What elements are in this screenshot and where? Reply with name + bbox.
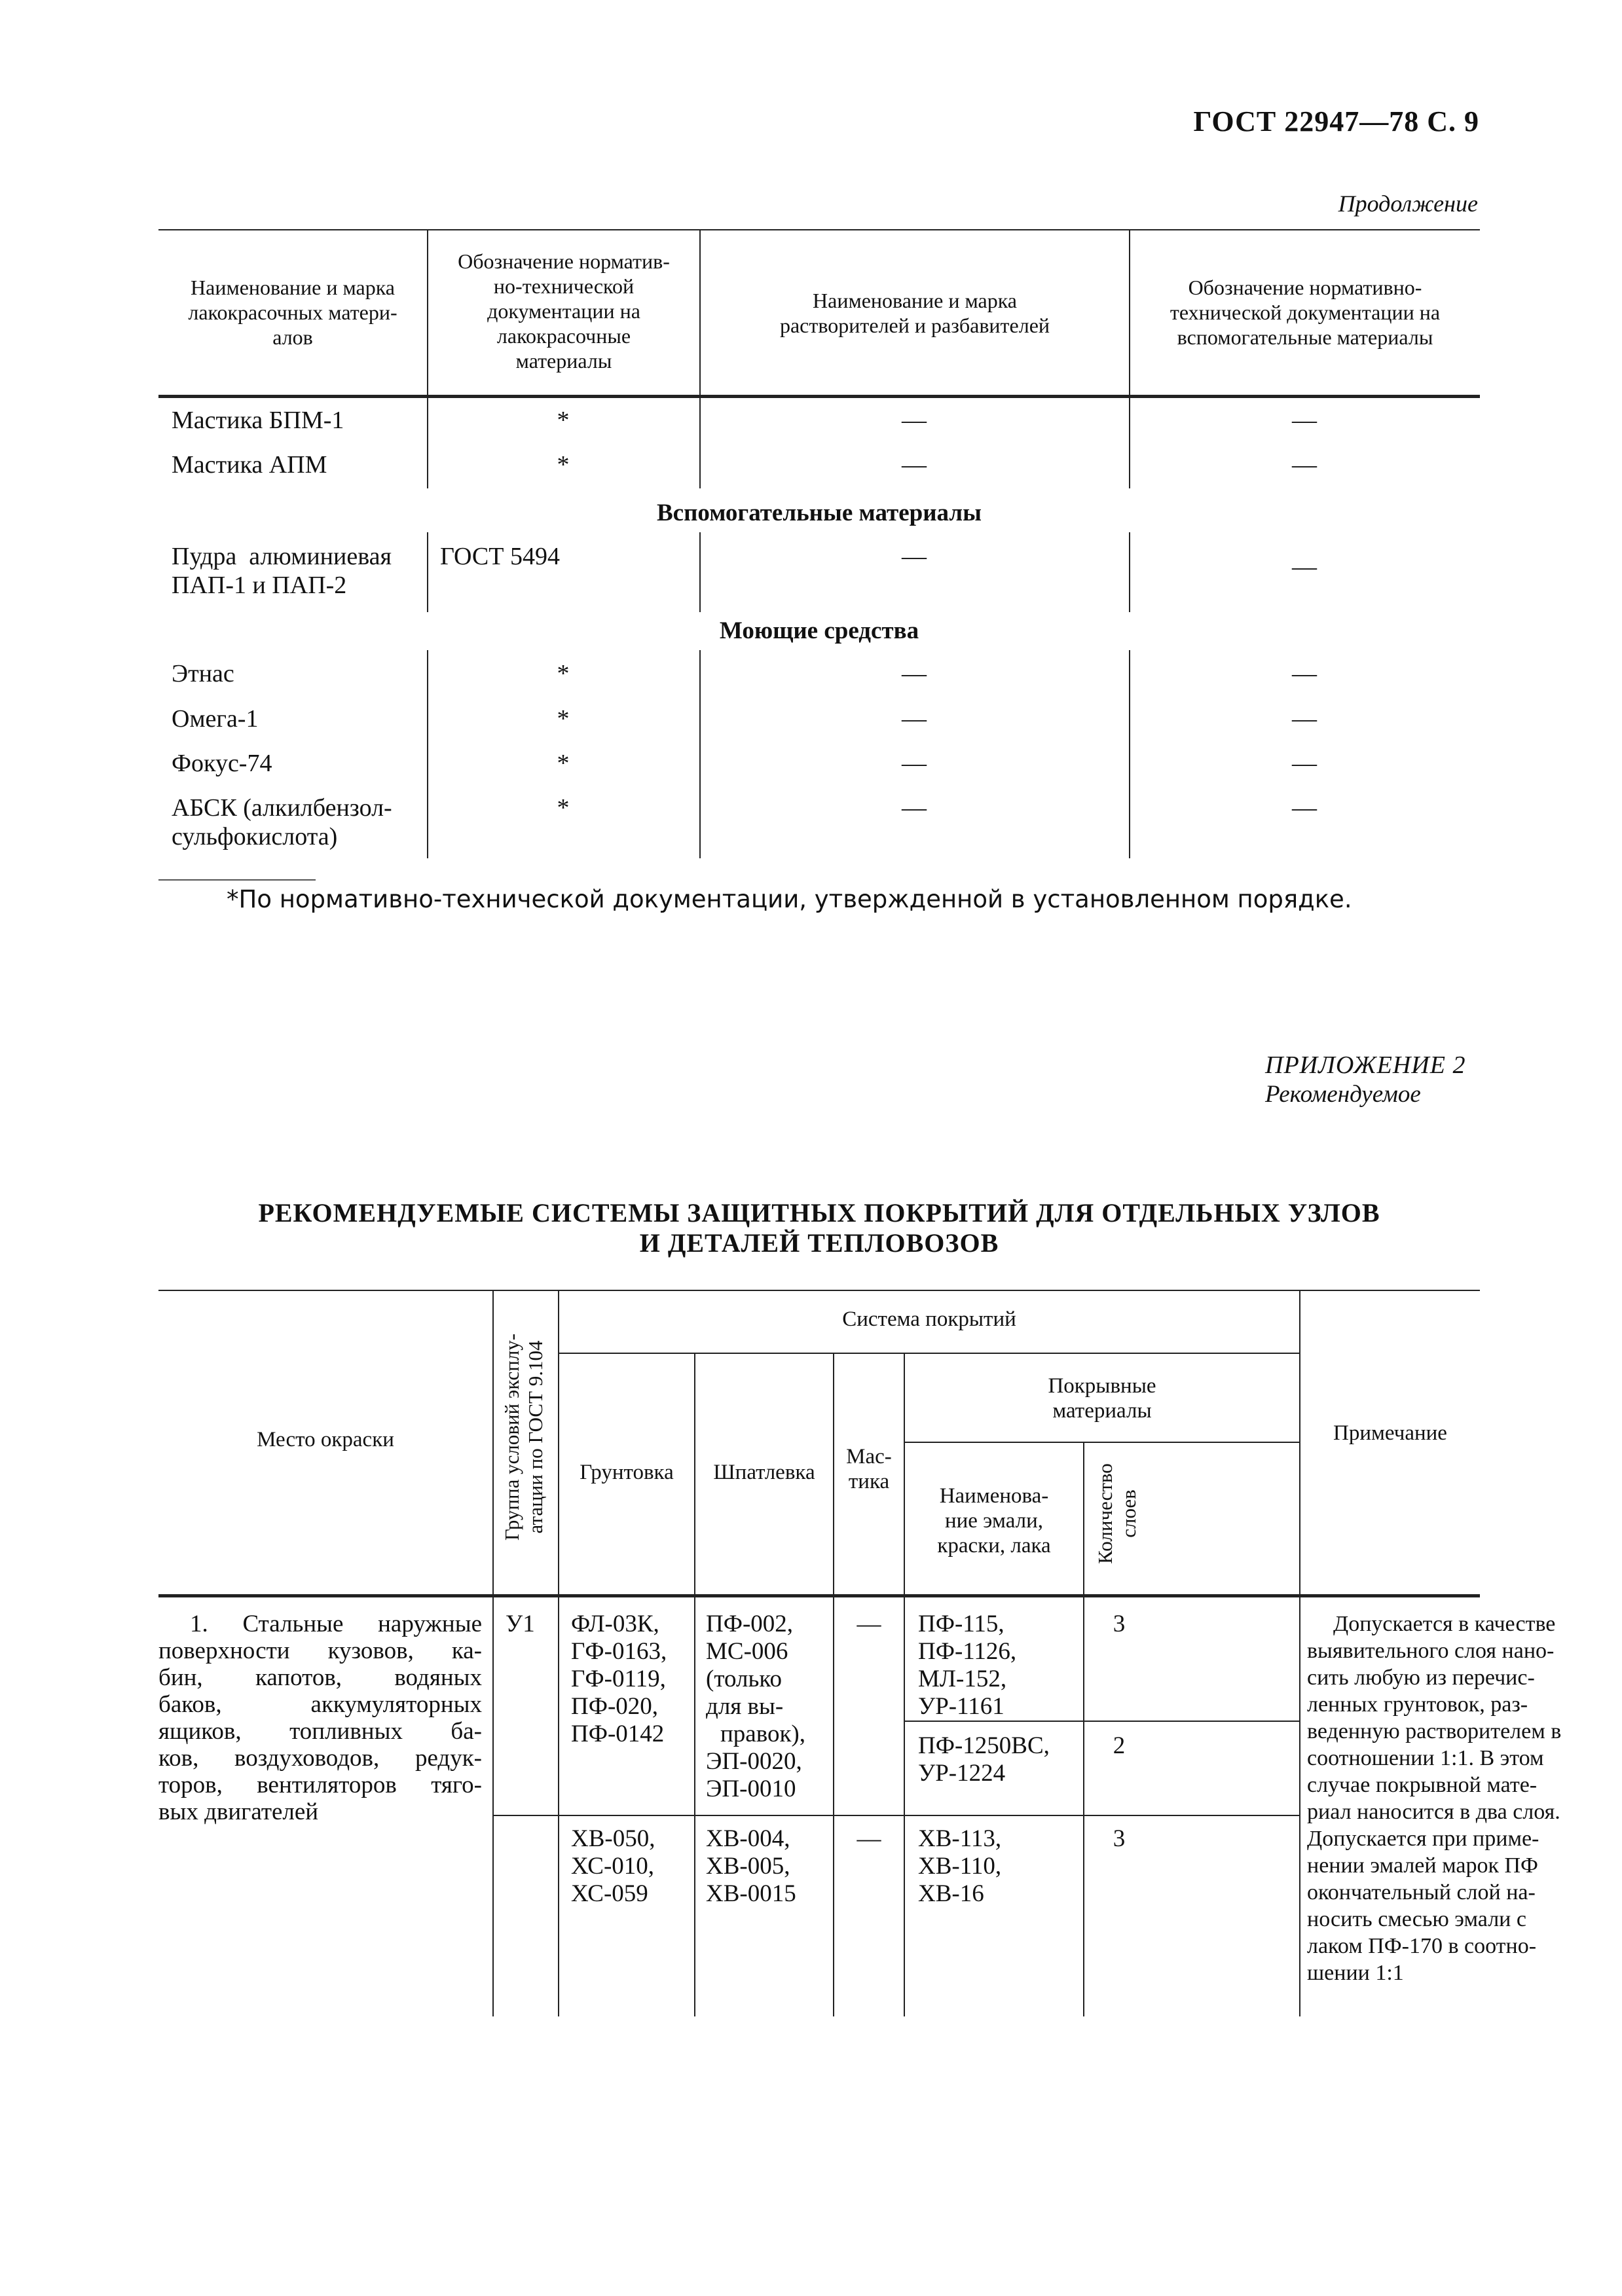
group-cell: У1 bbox=[506, 1611, 535, 1637]
table-row: Пудра алюминиевая ПАП-1 и ПАП-2 bbox=[172, 543, 392, 599]
note-cell: Допускается в качестве выявительного слоя нано- сить любую из перечис- ленных грунтовок, раз- веденную растворителем в соотношении 1:1. В этом случае покрывной мате- риал наносится в два слоя. Допускается при приме- нении эмалей марок ПФ окончательный слой на- носить смесью эмали с лаком ПФ-170 в соотно- шении 1:1 bbox=[1307, 1612, 1562, 1985]
col-header-primer: Грунтовка bbox=[580, 1461, 674, 1484]
primer-cell: ХВ-050, ХС-010, ХС-059 bbox=[571, 1825, 655, 1907]
table-row: Этнас bbox=[172, 660, 234, 687]
aux-cell: — bbox=[1292, 451, 1317, 479]
doc-cell: * bbox=[557, 407, 570, 434]
putty-cell: ПФ-002, МС-006 (только для вы- правок), ЭП-0020, ЭП-0010 bbox=[706, 1611, 805, 1802]
solvent-cell: — bbox=[902, 705, 927, 733]
aux-cell: — bbox=[1292, 705, 1317, 733]
col-header-cover-name: Наименова- ние эмали, краски, лака bbox=[937, 1484, 1051, 1558]
putty-cell: ХВ-004, ХВ-005, ХВ-0015 bbox=[706, 1825, 796, 1907]
col-header-note: Примечание bbox=[1333, 1421, 1447, 1445]
appendix-status: Рекомендуемое bbox=[1265, 1081, 1421, 1108]
aux-cell: — bbox=[1292, 660, 1317, 687]
layer-count-cell: 3 bbox=[1113, 1825, 1126, 1852]
document-reference: ГОСТ 22947—78 С. 9 bbox=[1193, 105, 1479, 137]
solvent-cell: — bbox=[902, 750, 927, 777]
aux-cell: — bbox=[1292, 553, 1317, 581]
section-heading: Вспомогательные материалы bbox=[656, 500, 982, 526]
solvent-cell: — bbox=[902, 794, 927, 822]
cover-name-cell: ХВ-113, ХВ-110, ХВ-16 bbox=[918, 1825, 1002, 1907]
table-row: АБСК (алкилбензол- сульфокислота) bbox=[172, 794, 392, 850]
table-row: Омега-1 bbox=[172, 705, 259, 733]
place-cell: 1. Стальные наружные поверхности кузовов, ка- бин, капотов, водяных баков, аккумуляторных ящиков, топливных ба- ков, воздуховодов, редук- торов, вентиляторов тяго- вых двигателей bbox=[158, 1611, 482, 1825]
col-header-place: Место окраски bbox=[257, 1428, 394, 1451]
appendix-label: ПРИЛОЖЕНИЕ 2 bbox=[1265, 1051, 1466, 1079]
col-header-putty: Шпатлевка bbox=[713, 1461, 815, 1484]
solvent-cell: — bbox=[902, 660, 927, 687]
doc-cell: * bbox=[557, 750, 570, 777]
layer-count-cell: 2 bbox=[1113, 1732, 1126, 1759]
col-header-solvent: Наименование и марка растворителей и разбавителей bbox=[779, 289, 1050, 337]
table-row: Фокус-74 bbox=[172, 750, 272, 777]
doc-cell: * bbox=[557, 705, 570, 733]
footnote: *По нормативно-технической документации, утвержденной в установленном порядке. bbox=[227, 885, 1352, 913]
doc-cell: ГОСТ 5494 bbox=[440, 543, 560, 570]
aux-cell: — bbox=[1292, 407, 1317, 434]
mastic-cell: — bbox=[857, 1611, 881, 1637]
aux-cell: — bbox=[1292, 794, 1317, 822]
cover-name-cell: ПФ-1250ВС, УР-1224 bbox=[918, 1732, 1050, 1787]
col-header-layer-count: Количество слоев bbox=[1094, 1463, 1140, 1564]
doc-cell: * bbox=[557, 794, 570, 822]
doc-cell: * bbox=[557, 451, 570, 479]
materials-table bbox=[158, 229, 1480, 858]
mastic-cell: — bbox=[857, 1825, 881, 1852]
solvent-cell: — bbox=[902, 451, 927, 479]
col-header-group: Группа условий эксплу- атации по ГОСТ 9.104 bbox=[500, 1333, 547, 1541]
continuation-label: Продолжение bbox=[1338, 191, 1478, 217]
aux-cell: — bbox=[1292, 750, 1317, 777]
col-header-cover: Покрывные материалы bbox=[1048, 1374, 1156, 1423]
col-header-material-doc: Обозначение норматив- но-технической документации на лакокрасочные материалы bbox=[458, 249, 670, 373]
layer-count-cell: 3 bbox=[1113, 1611, 1126, 1637]
col-header-material: Наименование и марка лакокрасочных матери- алов bbox=[188, 276, 397, 349]
col-header-system: Система покрытий bbox=[842, 1307, 1016, 1331]
table-row: Мастика БПМ-1 bbox=[172, 407, 344, 434]
solvent-cell: — bbox=[902, 407, 927, 434]
doc-cell: * bbox=[557, 660, 570, 687]
table-row: Мастика АПМ bbox=[172, 451, 327, 479]
footnote-separator bbox=[158, 879, 316, 881]
solvent-cell: — bbox=[902, 543, 927, 570]
page-title: РЕКОМЕНДУЕМЫЕ СИСТЕМЫ ЗАЩИТНЫХ ПОКРЫТИЙ ДЛЯ ОТДЕЛЬНЫХ УЗЛОВ И ДЕТАЛЕЙ ТЕПЛОВОЗОВ bbox=[258, 1198, 1380, 1258]
col-header-aux-doc: Обозначение нормативно- технической документации на вспомогательные материалы bbox=[1170, 276, 1441, 349]
col-header-mastic: Мас- тика bbox=[846, 1445, 892, 1493]
primer-cell: ФЛ-03К, ГФ-0163, ГФ-0119, ПФ-020, ПФ-0142 bbox=[571, 1611, 667, 1747]
section-heading: Моющие средства bbox=[719, 617, 919, 644]
cover-name-cell: ПФ-115, ПФ-1126, МЛ-152, УР-1161 bbox=[918, 1611, 1017, 1720]
coatings-table bbox=[158, 1290, 1562, 2016]
